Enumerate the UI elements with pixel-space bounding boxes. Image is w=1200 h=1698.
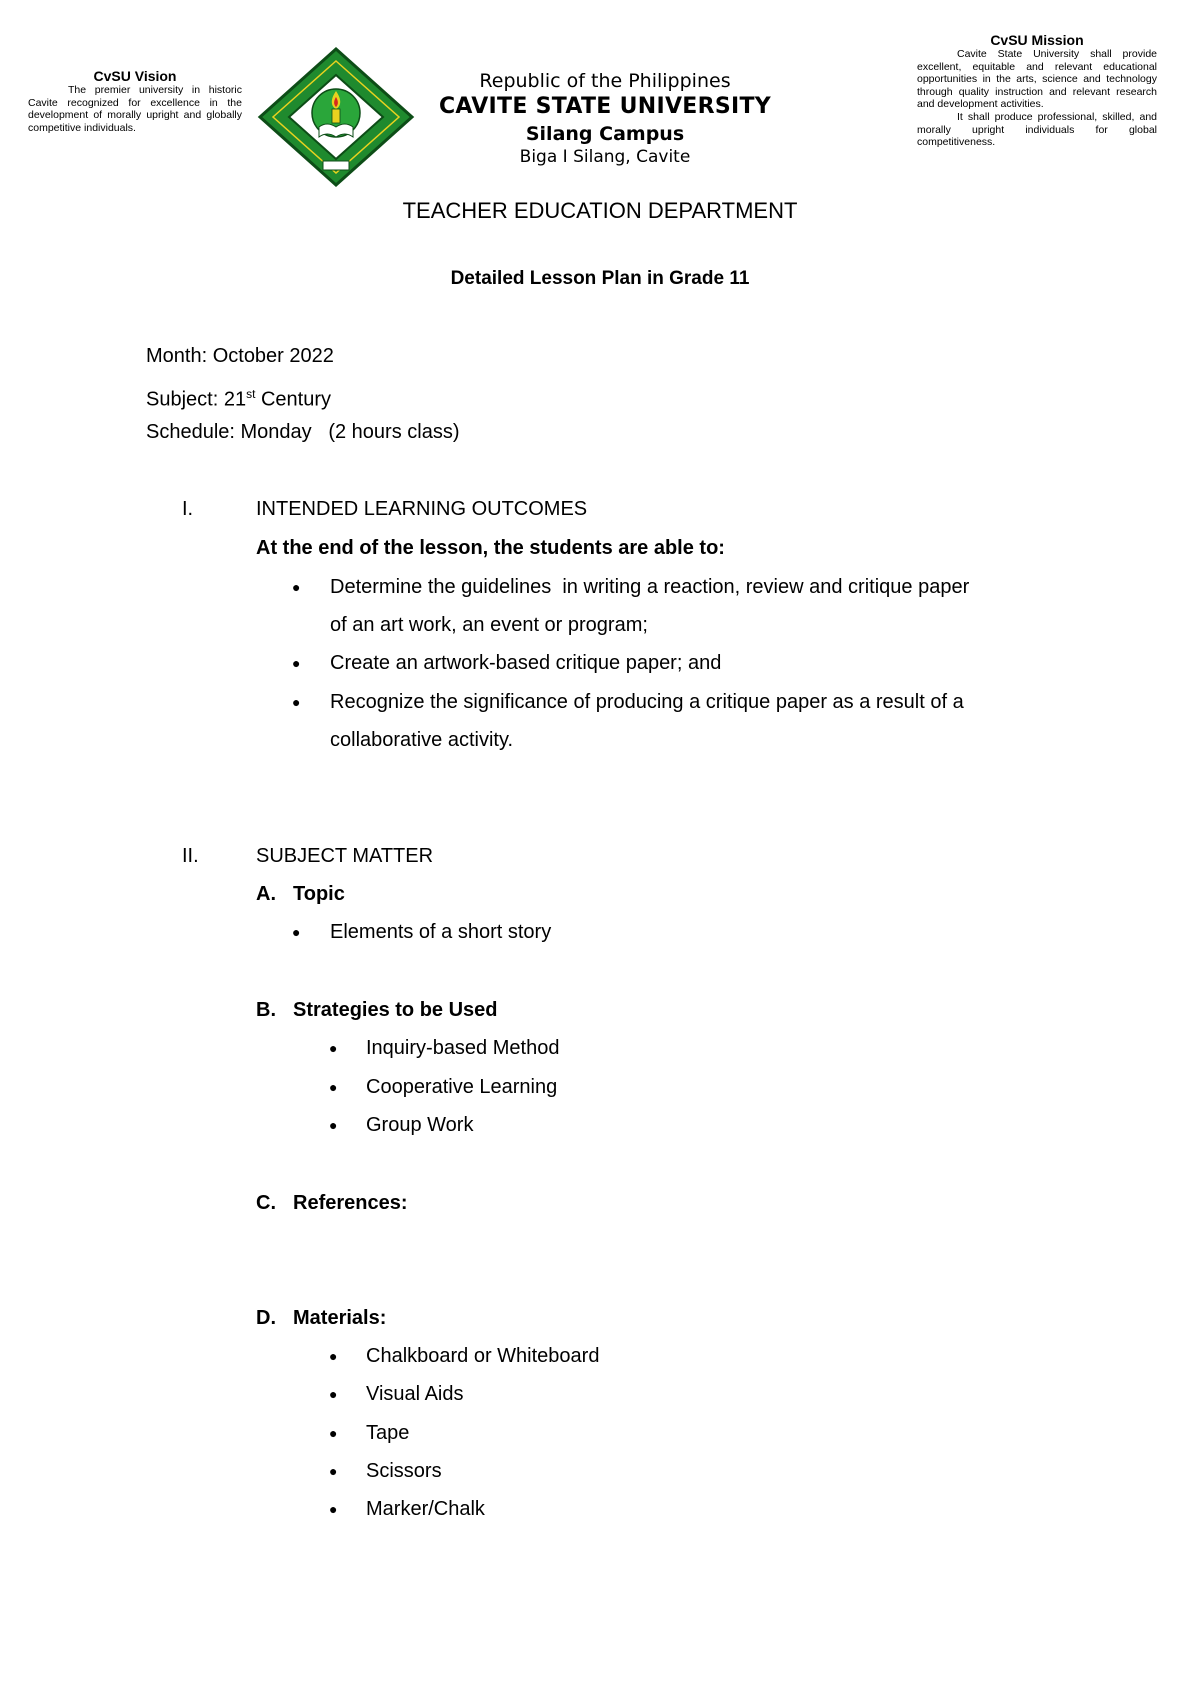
section1-intro: At the end of the lesson, the students are able to:: [256, 537, 725, 559]
strategies-title: Strategies to be Used: [293, 999, 498, 1021]
references-letter: C.: [256, 1192, 276, 1214]
strategy-item: Inquiry-based Method: [366, 1037, 560, 1059]
vision-title: CvSU Vision: [93, 68, 177, 84]
mission-title: CvSU Mission: [990, 32, 1084, 48]
bullet-dot-icon: ●: [329, 1386, 338, 1402]
section2-numeral: II.: [182, 845, 199, 867]
month-line: Month: October 2022: [146, 345, 334, 367]
bullet-dot-icon: ●: [329, 1040, 338, 1056]
outcome-3-line-1: Recognize the significance of producing a critique paper as a result of a: [330, 691, 964, 713]
schedule-line: Schedule: Monday (2 hours class): [146, 421, 460, 443]
section1-title: INTENDED LEARNING OUTCOMES: [256, 498, 588, 520]
materials-title: Materials:: [293, 1307, 387, 1329]
material-item: Marker/Chalk: [366, 1498, 485, 1520]
campus-address: Biga I Silang, Cavite: [519, 147, 691, 167]
material-item: Tape: [366, 1422, 410, 1444]
cvsu-mission: [917, 32, 1157, 149]
bullet-dot-icon: ●: [292, 579, 301, 595]
department-title: TEACHER EDUCATION DEPARTMENT: [402, 198, 798, 223]
topic-item: Elements of a short story: [330, 921, 552, 943]
bullet-dot-icon: ●: [329, 1425, 338, 1441]
bullet-dot-icon: ●: [329, 1501, 338, 1517]
seal-icon: [257, 47, 415, 187]
outcome-1-line-1: Determine the guidelines in writing a reaction, review and critique paper: [330, 576, 970, 598]
outcome-3-line-2: collaborative activity.: [330, 729, 514, 751]
campus-name: Silang Campus: [525, 123, 685, 145]
bullet-dot-icon: ●: [329, 1348, 338, 1364]
outcome-1-line-2: of an art work, an event or program;: [330, 614, 648, 636]
strategy-item: Cooperative Learning: [366, 1076, 558, 1098]
bullet-dot-icon: ●: [292, 924, 301, 940]
subject-prefix: Subject: 21: [146, 388, 247, 411]
bullet-dot-icon: ●: [329, 1117, 338, 1133]
material-item: Visual Aids: [366, 1383, 464, 1405]
subject-suffix: Century: [255, 388, 332, 411]
bullet-dot-icon: ●: [329, 1463, 338, 1479]
bullet-dot-icon: ●: [292, 694, 301, 710]
references-title: References:: [293, 1192, 408, 1214]
bullet-dot-icon: ●: [329, 1079, 338, 1095]
topic-title: Topic: [293, 883, 345, 905]
materials-letter: D.: [256, 1307, 276, 1329]
university-seal: [257, 47, 415, 187]
cvsu-vision: [28, 68, 242, 134]
vision-text: The premier university in historic Cavite recognized for excellence in the development of morally upright and globally competitive individuals.: [28, 84, 242, 134]
section2-title: SUBJECT MATTER: [256, 845, 434, 867]
topic-letter: A.: [256, 883, 276, 905]
bullet-dot-icon: ●: [292, 655, 301, 671]
mission-text-2: It shall produce professional, skilled, and morally upright individuals for global competitiveness.: [917, 110, 1157, 149]
section1-numeral: I.: [182, 498, 194, 520]
subject-line: [146, 382, 331, 412]
strategies-letter: B.: [256, 999, 276, 1021]
material-item: Scissors: [366, 1460, 442, 1482]
university-heading: [430, 70, 780, 167]
strategy-item: Group Work: [366, 1114, 474, 1136]
university-name: CAVITE STATE UNIVERSITY: [438, 94, 772, 119]
lesson-plan-title: Detailed Lesson Plan in Grade 11: [450, 268, 750, 289]
material-item: Chalkboard or Whiteboard: [366, 1345, 600, 1367]
subject-sup: st: [246, 387, 256, 401]
outcome-2: Create an artwork-based critique paper; and: [330, 652, 722, 674]
republic-line: Republic of the Philippines: [479, 70, 731, 92]
mission-text-1: Cavite State University shall provide excellent, equitable and relevant educational opportunities in the arts, science and technology through quality instruction and relevant research and development activities.: [917, 48, 1157, 111]
